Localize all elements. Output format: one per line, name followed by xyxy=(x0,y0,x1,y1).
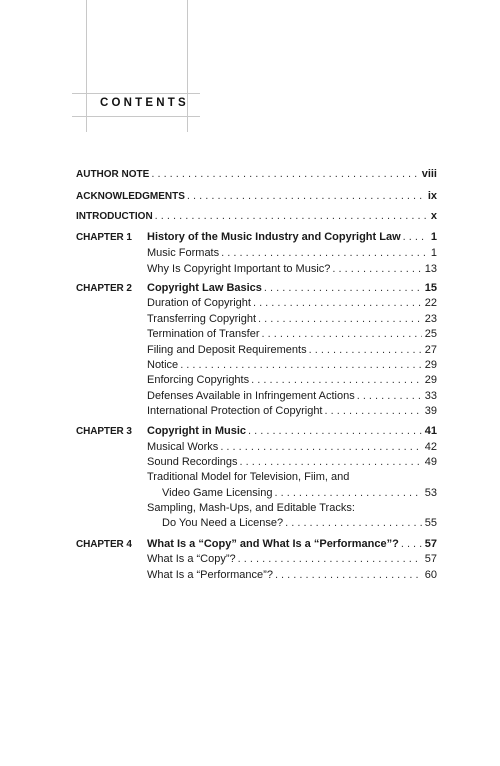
leader-dots xyxy=(307,343,422,358)
toc-chapter-1[interactable] xyxy=(76,230,437,245)
toc-section[interactable] xyxy=(76,327,437,342)
toc-entry-page: x xyxy=(430,210,437,222)
toc-section-line2[interactable] xyxy=(76,516,437,531)
section-title: Sampling, Mash-Ups, and Editable Tracks: xyxy=(147,502,355,514)
chapter-page: 15 xyxy=(424,282,437,294)
section-title: Termination of Transfer xyxy=(147,328,260,340)
toc-chapter-2[interactable] xyxy=(76,281,437,296)
toc-section-line1[interactable] xyxy=(76,470,437,485)
section-title: Defenses Available in Infringement Actions xyxy=(147,390,355,402)
toc-section[interactable] xyxy=(76,246,437,261)
leader-dots xyxy=(283,516,422,531)
section-title: Why Is Copyright Important to Music? xyxy=(147,263,331,275)
toc-entry-title: AUTHOR NOTE xyxy=(76,169,150,180)
leader-dots xyxy=(260,327,422,342)
leader-dots xyxy=(262,281,422,296)
toc-chapter-4[interactable] xyxy=(76,537,437,552)
contents-heading: CONTENTS xyxy=(100,97,189,109)
leader-dots xyxy=(401,230,428,245)
section-page: 57 xyxy=(424,553,437,565)
section-page: 29 xyxy=(424,374,437,386)
section-title: Notice xyxy=(147,359,179,371)
chapter-page: 41 xyxy=(424,425,437,437)
section-page: 39 xyxy=(424,405,437,417)
section-title: Enforcing Copyrights xyxy=(147,374,250,386)
section-title: Traditional Model for Television, Fiim, and xyxy=(147,471,350,483)
leader-dots xyxy=(256,312,422,327)
toc-section[interactable] xyxy=(76,455,437,470)
leader-dots xyxy=(272,486,421,501)
chapter-title: What Is a “Copy” and What Is a “Performance”? xyxy=(147,538,399,550)
toc-section[interactable] xyxy=(76,373,437,388)
chapter-label: CHAPTER 1 xyxy=(76,232,132,243)
leader-dots xyxy=(251,296,422,311)
section-page: 23 xyxy=(424,313,437,325)
toc-section[interactable] xyxy=(76,404,437,419)
section-page: 27 xyxy=(424,344,437,356)
section-title: Transferring Copyright xyxy=(147,313,257,325)
section-title-continuation: Do You Need a License? xyxy=(162,517,284,529)
section-title-continuation: Video Game Licensing xyxy=(162,487,273,499)
leader-dots xyxy=(185,189,425,204)
toc-section[interactable] xyxy=(76,389,437,404)
leader-dots xyxy=(178,358,422,373)
toc-section[interactable] xyxy=(76,440,437,455)
toc-section[interactable] xyxy=(76,568,437,583)
toc-entry-title: INTRODUCTION xyxy=(76,211,153,222)
section-title: Filing and Deposit Requirements xyxy=(147,344,307,356)
toc-section[interactable] xyxy=(76,343,437,358)
toc-section-line1[interactable] xyxy=(76,501,437,516)
toc-section-line2[interactable] xyxy=(76,486,437,501)
toc-chapter-3[interactable] xyxy=(76,424,437,439)
leader-dots xyxy=(219,246,428,261)
section-title: International Protection of Copyright xyxy=(147,405,323,417)
leader-dots xyxy=(330,262,421,277)
toc-section[interactable] xyxy=(76,312,437,327)
chapter-label: CHAPTER 3 xyxy=(76,426,132,437)
toc-entry-page: viii xyxy=(421,168,437,180)
toc-section[interactable] xyxy=(76,358,437,373)
section-title: Duration of Copyright xyxy=(147,297,251,309)
leader-dots xyxy=(323,404,422,419)
section-title: Musical Works xyxy=(147,441,219,453)
section-page: 42 xyxy=(424,441,437,453)
chapter-title: Copyright Law Basics xyxy=(147,282,262,294)
toc-section[interactable] xyxy=(76,262,437,277)
leader-dots xyxy=(153,209,428,224)
section-page: 1 xyxy=(430,247,437,259)
leader-dots xyxy=(149,167,418,182)
section-page: 53 xyxy=(424,487,437,499)
leader-dots xyxy=(399,537,422,552)
section-page: 13 xyxy=(424,263,437,275)
leader-dots xyxy=(218,440,421,455)
leader-dots xyxy=(355,389,422,404)
toc-section[interactable] xyxy=(76,296,437,311)
toc-entry-author-note[interactable] xyxy=(76,167,437,182)
section-title: What Is a “Performance”? xyxy=(147,569,273,581)
chapter-label: CHAPTER 2 xyxy=(76,283,132,294)
leader-dots xyxy=(236,552,422,567)
chapter-page: 1 xyxy=(430,231,437,243)
toc-entry-introduction[interactable] xyxy=(76,209,437,224)
section-page: 29 xyxy=(424,359,437,371)
section-page: 55 xyxy=(424,517,437,529)
chapter-label: CHAPTER 4 xyxy=(76,539,132,550)
toc-section[interactable] xyxy=(76,552,437,567)
chapter-title: History of the Music Industry and Copyright Law xyxy=(147,231,401,243)
toc-entry-page: ix xyxy=(427,190,437,202)
toc-entry-title: ACKNOWLEDGMENTS xyxy=(76,191,185,202)
section-page: 60 xyxy=(424,569,437,581)
section-title: Music Formats xyxy=(147,247,220,259)
toc-entry-acknowledgments[interactable] xyxy=(76,189,437,204)
leader-dots xyxy=(238,455,422,470)
leader-dots xyxy=(246,424,422,439)
section-page: 49 xyxy=(424,456,437,468)
section-page: 22 xyxy=(424,297,437,309)
section-page: 25 xyxy=(424,328,437,340)
section-title: What Is a “Copy”? xyxy=(147,553,236,565)
chapter-title: Copyright in Music xyxy=(147,425,246,437)
chapter-page: 57 xyxy=(424,538,437,550)
section-title: Sound Recordings xyxy=(147,456,238,468)
section-page: 33 xyxy=(424,390,437,402)
leader-dots xyxy=(273,568,422,583)
leader-dots xyxy=(249,373,422,388)
